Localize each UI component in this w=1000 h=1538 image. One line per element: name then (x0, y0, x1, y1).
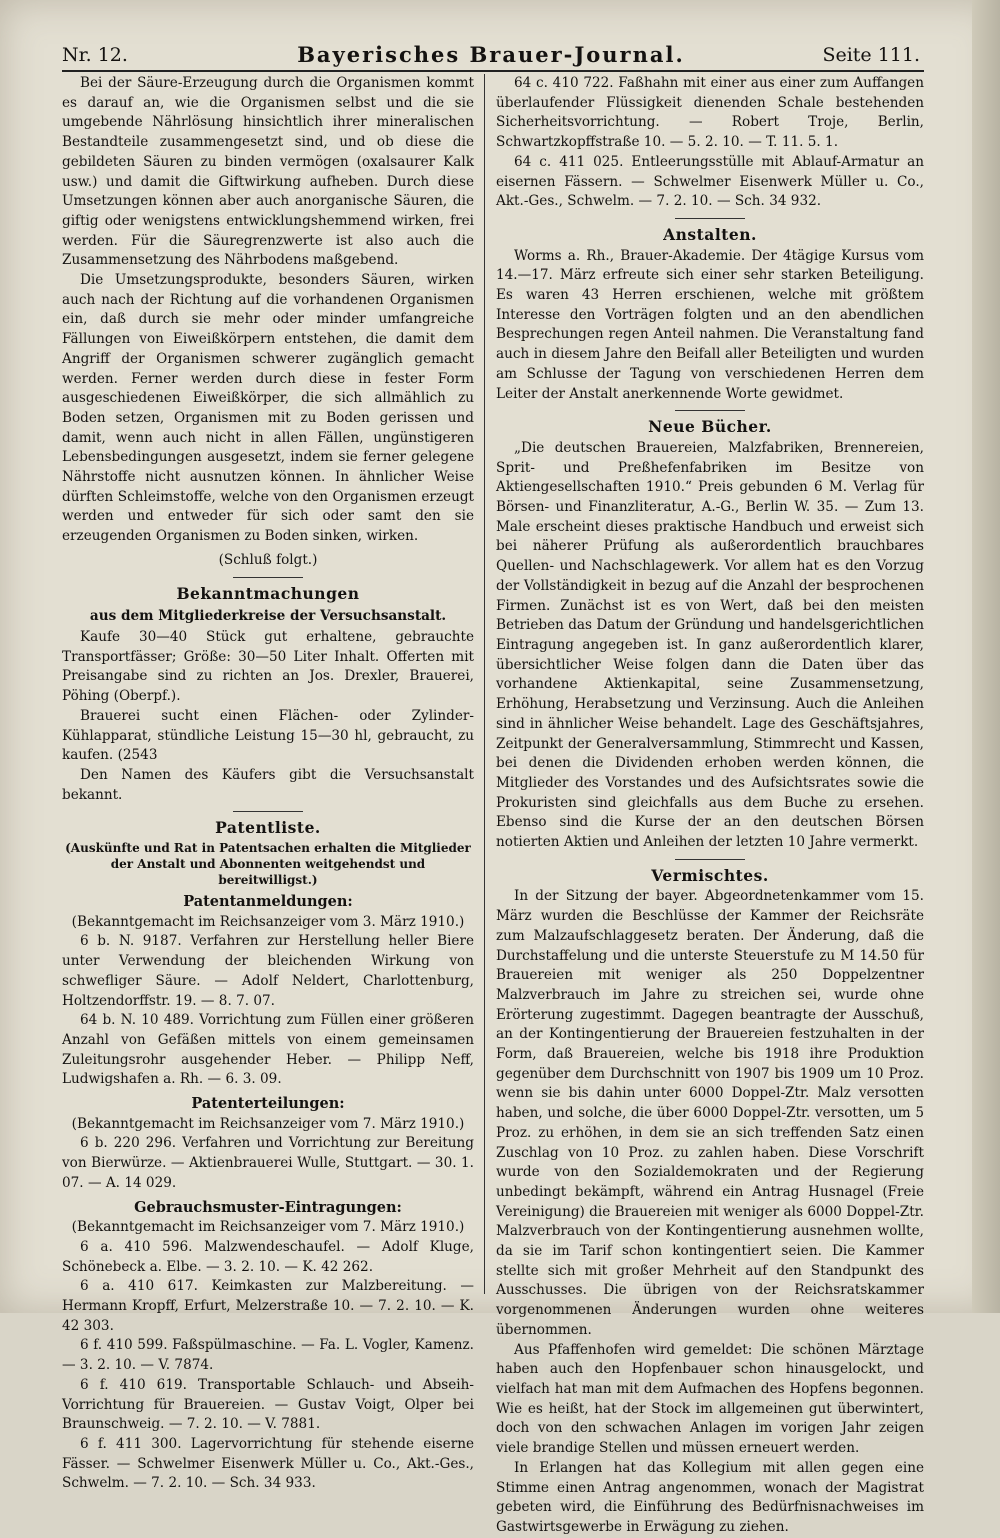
section-title-vermischtes: Vermischtes. (651, 865, 769, 885)
publication-note: (Bekanntgemacht im Reichsanzeiger vom 7. März 1910.) (71, 1115, 465, 1132)
publication-note: (Bekanntgemacht im Reichsanzeiger vom 7. März 1910.) (71, 1219, 465, 1236)
patent-entry: 6 b. N. 9187. Verfahren zur Herstellung heller Biere unter Verwendung der bleichenden Wirkung von schwefliger Säure. — Adolf Neldert, Charlottenburg, Holtzendorffstr. 19. — 8. 7. 07. (62, 933, 474, 1009)
header-rule (62, 70, 924, 72)
subsection-title: Patenterteilungen: (191, 1095, 345, 1113)
article-paragraph: In Erlangen hat das Kollegium mit allen gegen eine Stimme einen Antrag angenommen, wonach der Magistrat gebeten wird, die Einführung des Bedürfnisnachweises im Gastwirtsgewerbe in Erwägung zu ziehen. (496, 1459, 924, 1535)
subsection-title: Patentanmeldungen: (183, 893, 353, 911)
patent-entry: 6 a. 410 596. Malzwendeschaufel. — Adolf Kluge, Schönebeck a. Elbe. — 3. 2. 10. — K. 42 262. (62, 1238, 474, 1275)
section-separator (233, 577, 303, 578)
article-paragraph: In der Sitzung der bayer. Abgeordnetenkammer vom 15. März wurden die Beschlüsse der Kammer der Reichsräte zum Malzaufschlaggesetz beraten. Der Änderung, daß die Durchstaffelung und die unterste Steuerstufe zu M 14.50 für Brauereien mit weniger als 250 Doppelzentner Malzverbrauch im Jahre zu streichen sei, wurde ohne Erörterung zugestimmt. Dagegen beantragte der Ausschuß, an der Kontingentierung der Brauereien festzuhalten in der Form, daß Brauereien, welche bis 1918 ihre Produktion gegenüber dem Durchschnitt von 1907 bis 1909 um 10 Proz. wenn sie bis dahin unter 6000 Doppel-Ztr. Malz versotten haben, und solche, die über 6000 Doppel-Ztr. versotten, um 5 Proz. zu erhöhen, in dem sie an sich treffenden Satz einen Zuschlag von 10 Proz. zu zahlen haben. Diese Vorschrift wurde von den Sozialdemokraten und der Regierung unbedingt bekämpft, während ein Antrag Husnagel (Freie Vereinigung) die Brauereien mit weniger als 6000 Doppel-Ztr. Malzverbrauch von der Kontingentierung ausnehmen wollte, da sie im Tarif schon kontingentiert seien. Die Kammer stellte sich mit großer Mehrheit auf den Standpunkt des Ausschusses. Die übrigen von der Reichsratskammer vorgenommenen Änderungen wurden ohne weiteres übernommen. (496, 888, 924, 1338)
section-separator (675, 410, 745, 411)
section-title-bekanntmachungen: Bekanntmachungen (176, 583, 360, 603)
article-paragraph: Bei der Säure-Erzeugung durch die Organismen kommt es darauf an, wie die Organismen selbst und die sie umgebende Nährlösung hinsichtlich ihrer mineralischen Bestandteile zusammengesetzt sind, und ob diese die gebildeten Säuren zu binden vermögen (oxalsaurer Kalk usw.) und damit die Giftwirkung aufheben. Durch diese Umsetzungen können aber auch anorganische Säuren, die giftig oder wenigstens entwicklungshemmend wirken, frei werden. Für die Säuregrenzwerte ist also auch die Zusammensetzung des Nährbodens maßgebend. (62, 75, 474, 269)
patent-entry: 6 f. 411 300. Lagervorrichtung für stehende eiserne Fässer. — Schwelmer Eisenwerk Müller u. Co., Akt.-Ges., Schwelm. — 7. 2. 10. — Sch. 34 933. (62, 1436, 474, 1492)
book-review: „Die deutschen Brauereien, Malzfabriken, Brennereien, Sprit- und Preßhefenfabriken im Besitze von Aktiengesellschaften 1910.“ Preis gebunden 6 M. Verlag für Börsen- und Finanzliteratur, A.-G., Berlin W. 35. — Zum 13. Male erscheint dieses praktische Handbuch und erweist sich bei näherer Prüfung als außerordentlich brauchbares Quellen- und Nachschlagewerk. Vor allem hat es den Vorzug der Vollständigkeit in bezug auf die Anzahl der besprochenen Firmen. Zunächst ist es von Wert, daß bei den meisten Betrieben das Datum der Gründung und handelsgerichtlichen Eintragung angegeben ist. In ganz außerordentlich klarer, übersichtlicher Weise folgen dann die Daten über das vorhandene Aktienkapital, seine Zusammensetzung, Erhöhung, Herabsetzung und Verzinsung. Auch die Anleihen sind in ähnlicher Weise behandelt. Lage des Geschäftsjahres, Zeitpunkt der Generalversammlung, Stimmrecht und Kassen, bei denen die Dividenden erhoben werden können, die Mitglieder des Vorstandes und des Aufsichtsrates sowie die Prokuristen sind gleichfalls aus dem Buche zu ersehen. Ebenso sind die Kurse der an den deutschen Börsen notierten Aktien und Anleihen der letzten 10 Jahre vermerkt. (496, 439, 924, 851)
continuation-note: (Schluß folgt.) (218, 551, 318, 568)
patent-entry: 64 c. 411 025. Entleerungsstülle mit Ablauf-Armatur an eisernen Fässern. — Schwelmer Eisenwerk Müller u. Co., Akt.-Ges., Schwelm. — 7. 2. 10. — Sch. 34 932. (496, 153, 924, 210)
page-number: Seite 111. (822, 44, 920, 66)
section-separator (675, 859, 745, 860)
section-title-neue-buecher: Neue Bücher. (648, 417, 772, 437)
announcement: Kaufe 30—40 Stück gut erhaltene, gebrauchte Transportfässer; Größe: 30—50 Liter Inhalt. Offerten mit Preisangabe sind zu richten an Jos. Drexler, Brauerei, Pöhing (Oberpf.). (62, 628, 474, 705)
column-divider (484, 74, 485, 1294)
article-paragraph: Worms a. Rh., Brauer-Akademie. Der 4tägige Kursus vom 14.—17. März erfreute sich einer sehr starken Beteiligung. Es waren 43 Herren erschienen, welche mit größtem Interesse den Vorträgen folgten und an den abendlichen Besprechungen regen Anteil nahmen. Die Veranstaltung fand auch in diesem Jahre den Beifall aller Beteiligten und wurden am Schlusse der Tagung von verschiedenen Herren dem Leiter der Anstalt anerkennende Worte gewidmet. (496, 247, 924, 402)
patent-entry: 64 b. N. 10 489. Vorrichtung zum Füllen einer größeren Anzahl von Gefäßen mittels von einem gemeinsamen Zuleitungsrohr ausgehender Heber. — Philipp Neff, Ludwigshafen a. Rh. — 6. 3. 09. (62, 1012, 474, 1088)
announcement: Den Namen des Käufers gibt die Versuchsanstalt bekannt. (62, 766, 474, 803)
issue-number: Nr. 12. (62, 44, 128, 66)
announcement: Brauerei sucht einen Flächen- oder Zylinder-Kühlapparat, stündliche Leistung 15—30 hl, gebraucht, zu kaufen. (2543 (62, 707, 474, 764)
subsection-title: Gebrauchsmuster-Eintragungen: (134, 1198, 402, 1216)
patent-entry: 64 c. 410 722. Faßhahn mit einer aus einer zum Auffangen überlaufender Flüssigkeit dienenden Schale bestehenden Sicherheitsvorrichtung. — Robert Troje, Berlin, Schwartzkopffstraße 10. — 5. 2. 10. — T. 11. 5. 1. (496, 75, 924, 151)
section-subtitle: aus dem Mitgliederkreise der Versuchsanstalt. (89, 608, 447, 625)
page-header (62, 40, 920, 70)
section-title-patentliste: Patentliste. (215, 818, 321, 838)
section-separator (675, 218, 745, 219)
patent-note: (Auskünfte und Rat in Patentsachen erhalten die Mitglieder der Anstalt und Abonnenten weitgehendst und bereitwilligst.) (65, 841, 471, 888)
patent-entry: 6 b. 220 296. Verfahren und Vorrichtung zur Bereitung von Bierwürze. — Aktienbrauerei Wulle, Stuttgart. — 30. 1. 07. — A. 14 029. (62, 1135, 474, 1191)
patent-entry: 6 f. 410 619. Transportable Schlauch- und Abseih-Vorrichtung für Brauereien. — Gustav Voigt, Olper bei Braunschweig. — 7. 2. 10. — V. 7881. (62, 1376, 474, 1433)
publication-note: (Bekanntgemacht im Reichsanzeiger vom 3. März 1910.) (71, 913, 465, 930)
article-paragraph: Aus Pfaffenhofen wird gemeldet: Die schönen Märztage haben auch den Hopfenbauer schon hinausgelockt, und vielfach hat man mit dem Aufmachen des Hopfens begonnen. Wie es heißt, hat der Stock im allgemeinen gut überwintert, doch von den schwachen Anlagen im vorigen Jahr zeigen viele brandige Stellen und müssen erneuert werden. (496, 1341, 924, 1457)
journal-title: Bayerisches Brauer-Journal. (297, 42, 685, 67)
patent-entry: 6 f. 410 599. Faßspülmaschine. — Fa. L. Vogler, Kamenz. — 3. 2. 10. — V. 7874. (62, 1337, 474, 1374)
section-title-anstalten: Anstalten. (663, 224, 757, 244)
patent-entry: 6 a. 410 617. Keimkasten zur Malzbereitung. — Hermann Kropff, Erfurt, Melzerstraße 10. — 7. 2. 10. — K. 42 303. (62, 1278, 474, 1334)
section-separator (233, 811, 303, 812)
page-edge (972, 0, 1000, 1313)
article-paragraph: Die Umsetzungsprodukte, besonders Säuren, wirken auch nach der Richtung auf die vorhandenen Organismen ein, daß durch sie mehr oder minder umfangreiche Fällungen von Eiweißkörpern entstehen, die damit dem Angriff der Organismen schwerer zugänglich gemacht werden. Ferner werden durch diese in fester Form ausgeschiedenen Eiweißkörper, die sich allmählich zu Boden setzen, Organismen mit zu Boden gerissen und damit, wenn auch nicht in allen Fällen, ungünstigeren Lebensbedingungen ausgesetzt, indem sie ferner gelegene Nährstoffe nicht ausnutzen können. In ähnlicher Weise dürften Schleimstoffe, welche von den Organismen erzeugt werden und entweder für sich oder samt den sie erzeugenden Organismen zu Boden sinken, wirken. (62, 272, 474, 545)
left-column (62, 74, 474, 1494)
right-column (496, 74, 924, 1538)
